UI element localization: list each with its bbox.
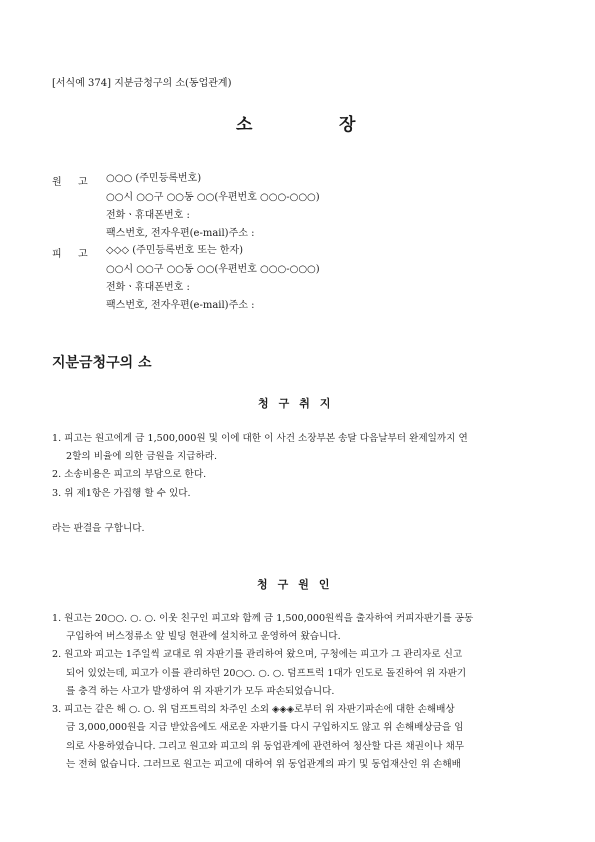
plaintiff-name: ○○○ (주민등록번호) [106,173,202,184]
plaintiff-label-1: 원 [52,177,62,188]
defendant-fax-email: 팩스번호, 전자우편(e-mail)주소 : [106,300,255,311]
case-title: 지분금청구의 소 [52,355,152,371]
claim-cause-item-1-line-2: 구입하여 버스정류소 앞 빌딩 현관에 설치하고 운영하여 왔습니다. [66,631,341,642]
defendant-name: ◇◇◇ (주민등록번호 또는 한자) [106,245,244,256]
defendant-address: ○○시 ○○구 ○○동 ○○(우편번호 ○○○-○○○) [106,264,320,275]
claim-cause-item-2-line-2: 되어 있었는데, 피고가 이를 관리하던 20○○. ○. ○. 덤프트럭 1대가 인도로 돌진하여 위 자판기 [66,668,467,679]
claim-cause-item-2-line-3: 를 충격 하는 사고가 발생하여 위 자판기가 모두 파손되었습니다. [66,686,335,697]
claim-cause-item-1-line-1: 1. 원고는 20○○. ○. ○. 이웃 친구인 피고와 함께 금 1,500,000원씩을 출자하여 커피자판기를 공동 [52,613,474,624]
plaintiff-fax-email: 팩스번호, 전자우편(e-mail)주소 : [106,228,255,239]
claim-purpose-heading: 청구취지 [258,397,341,410]
claim-purpose-item-1-line-2: 2할의 비율에 의한 금원을 지급하라. [66,451,218,462]
plaintiff-label-2: 고 [78,177,88,188]
claim-cause-item-3-line-4: 는 전혀 없습니다. 그러므로 원고는 피고에 대하여 위 동업관계의 파기 및 동업재산인 위 손해배 [66,759,461,770]
claim-cause-heading: 청구원인 [257,578,340,591]
plaintiff-phone: 전화ㆍ휴대폰번호 : [106,210,190,221]
document-title-char-2: 장 [339,115,356,135]
claim-purpose-closing: 라는 판결을 구합니다. [52,523,145,534]
claim-cause-item-2-line-1: 2. 원고와 피고는 1주일씩 교대로 위 자판기를 관리하여 왔으며, 구청에는 피고가 그 관리자로 신고 [52,649,463,660]
claim-cause-item-3-line-3: 의로 사용하였습니다. 그리고 원고와 피고의 위 동업관계에 관련하여 청산할 다른 채권이나 채무 [66,741,465,752]
claim-cause-item-3-line-2: 금 3,000,000원을 지급 받았음에도 새로운 자판기를 다시 구입하지도 않고 위 손해배상금을 임 [66,722,464,733]
plaintiff-address: ○○시 ○○구 ○○동 ○○(우편번호 ○○○-○○○) [106,192,320,203]
defendant-phone: 전화ㆍ휴대폰번호 : [106,282,190,293]
form-header: [서식예 374] 지분금청구의 소(동업관계) [52,78,232,89]
claim-purpose-item-2: 2. 소송비용은 피고의 부담으로 한다. [52,469,207,480]
claim-cause-item-3-line-1: 3. 피고는 같은 해 ○. ○. 위 덤프트럭의 차주인 소외 ◈◈◈로부터 위 자판기파손에 대한 손해배상 [52,704,455,715]
defendant-label-1: 피 [52,249,62,260]
claim-purpose-item-3: 3. 위 제1항은 가집행 할 수 있다. [52,488,191,499]
claim-purpose-item-1-line-1: 1. 피고는 원고에게 금 1,500,000원 및 이에 대한 이 사건 소장부본 송달 다음날부터 완제일까지 연 [52,433,468,444]
defendant-label-2: 고 [78,249,88,260]
document-title-char-1: 소 [236,115,253,135]
